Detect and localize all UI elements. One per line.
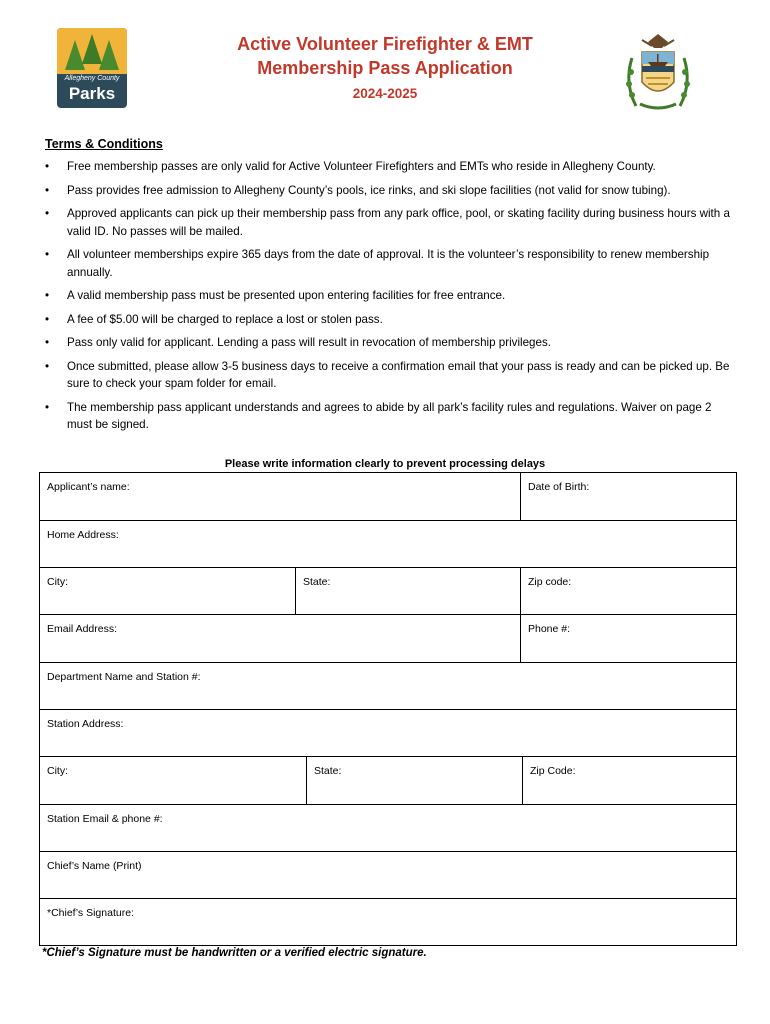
station-state-field[interactable] [307, 757, 523, 804]
form-row-station-email-phone [40, 805, 736, 852]
terms-item: • The membership pass applicant understands and agrees to abide by all park’s facility rules and regulations. Waiver on page 2 must be signed. [45, 399, 735, 434]
chief-signature-label: *Chief’s Signature: [47, 907, 134, 919]
phone-label: Phone #: [528, 623, 571, 635]
zip-code-label: Zip code: [528, 576, 572, 588]
title-line-2: Membership Pass Application [257, 58, 513, 78]
phone-field[interactable] [521, 615, 736, 662]
title-year: 2024-2025 [352, 86, 418, 101]
terms-item: • Pass only valid for applicant. Lending a pass will result in revocation of membership privileges. [45, 334, 735, 352]
application-form [39, 472, 737, 946]
station-email-phone-label: Station Email & phone #: [47, 813, 163, 825]
department-field[interactable] [40, 663, 736, 709]
form-row-station-city-state-zip [40, 757, 736, 805]
station-email-phone-field[interactable] [40, 805, 736, 851]
email-address-field[interactable] [40, 615, 521, 662]
chief-name-label: Chief’s Name (Print) [47, 860, 142, 872]
terms-item: • Free membership passes are only valid for Active Volunteer Firefighters and EMTs who reside in Allegheny County. [45, 158, 735, 176]
department-label: Department Name and Station #: [47, 671, 201, 683]
station-city-label: City: [47, 765, 68, 777]
form-row-applicant [40, 473, 736, 521]
station-city-field[interactable] [40, 757, 307, 804]
chief-name-field[interactable] [40, 852, 736, 898]
station-address-field[interactable] [40, 710, 736, 756]
form-row-city-state-zip [40, 568, 736, 615]
form-row-email-phone [40, 615, 736, 663]
station-zip-label: Zip Code: [530, 765, 576, 777]
logo-parks-text: Parks [68, 84, 116, 103]
station-state-label: State: [314, 765, 342, 777]
terms-item: • Approved applicants can pick up their membership pass from any park office, pool, or skating facility during business hours with a valid ID. No passes will be mailed. [45, 205, 735, 240]
zip-code-field[interactable] [521, 568, 736, 614]
form-row-home-address [40, 521, 736, 568]
terms-item: • Once submitted, please allow 3-5 business days to receive a confirmation email that your pass is ready and can be picked up. Be sure to check your spam folder for email. [45, 358, 735, 393]
terms-heading: Terms & Conditions [45, 137, 163, 151]
state-field[interactable] [296, 568, 521, 614]
title-line-1: Active Volunteer Firefighter & EMT [237, 34, 533, 54]
terms-item: • A valid membership pass must be presented upon entering facilities for free entrance. [45, 287, 735, 305]
station-address-label: Station Address: [47, 718, 124, 730]
terms-list [45, 158, 735, 440]
home-address-field[interactable] [40, 521, 736, 567]
terms-item: • All volunteer memberships expire 365 days from the date of approval. It is the volunteer’s responsibility to renew membership annually. [45, 246, 735, 281]
city-field[interactable] [40, 568, 296, 614]
applicant-name-label: Applicant’s name: [47, 481, 130, 493]
form-row-chief-name [40, 852, 736, 899]
state-label: State: [303, 576, 331, 588]
date-of-birth-field[interactable] [521, 473, 736, 520]
chief-signature-field[interactable] [40, 899, 736, 945]
home-address-label: Home Address: [47, 529, 119, 541]
form-row-chief-signature [40, 899, 736, 945]
station-zip-field[interactable] [523, 757, 736, 804]
terms-item: • Pass provides free admission to Allegheny County’s pools, ice rinks, and ski slope facilities (not valid for snow tubing). [45, 182, 735, 200]
email-address-label: Email Address: [47, 623, 118, 635]
form-row-department [40, 663, 736, 710]
signature-footnote: *Chief’s Signature must be handwritten or a verified electric signature. [42, 947, 427, 959]
terms-item: • A fee of $5.00 will be charged to replace a lost or stolen pass. [45, 311, 735, 329]
form-instruction: Please write information clearly to prevent processing delays [224, 458, 546, 470]
date-of-birth-label: Date of Birth: [528, 481, 590, 493]
applicant-name-field[interactable] [40, 473, 521, 520]
logo-county-text: Allegheny County [64, 75, 120, 82]
city-label: City: [47, 576, 68, 588]
form-row-station-address [40, 710, 736, 757]
